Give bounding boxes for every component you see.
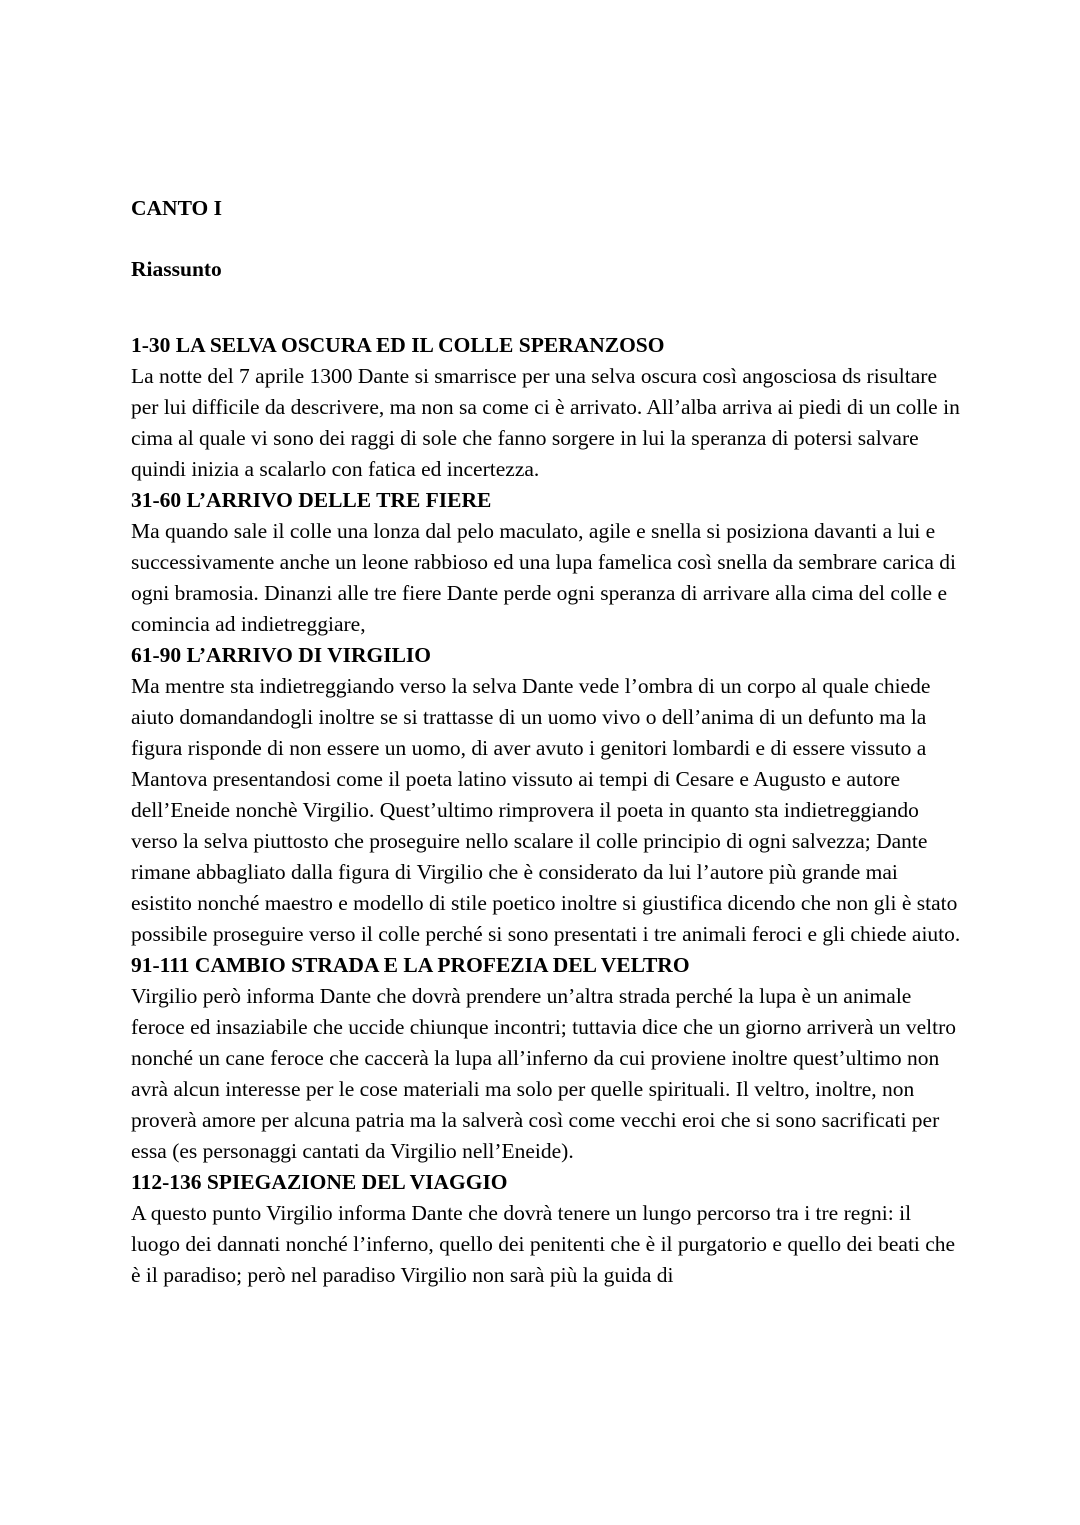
section-1-30 bbox=[131, 330, 961, 485]
summary-label: Riassunto bbox=[131, 257, 222, 281]
section-body: Ma mentre sta indietreggiando verso la selva Dante vede l’ombra di un corpo al quale chiede aiuto domandandogli inoltre se si trattasse di un uomo vivo o dell’anima di un defunto ma la figura risponde di non essere un uomo, di aver avuto i genitori lombardi e di essere vissuto a Mantova presentandosi come il poeta latino vissuto ai tempi di Cesare e Augusto e autore dell’Eneide nonchè Virgilio. Quest’ultimo rimprovera il poeta in quanto sta indietreggiando verso la selva piuttosto che proseguire nello scalare il colle principio di ogni salvezza; Dante rimane abbagliato dalla figura di Virgilio che è considerato da lui l’autore più grande mai esistito nonché maestro e modello di stile poetico inoltre si giustifica dicendo che non gli è stato possibile proseguire verso il colle perché si sono presentati i tre animali feroci e gli chiede aiuto. bbox=[131, 674, 961, 946]
section-heading: 112-136 SPIEGAZIONE DEL VIAGGIO bbox=[131, 1170, 508, 1194]
canto-title: CANTO I bbox=[131, 196, 222, 220]
document-content bbox=[131, 193, 961, 1291]
section-91-111 bbox=[131, 950, 961, 1167]
section-61-90 bbox=[131, 640, 961, 950]
section-body: Ma quando sale il colle una lonza dal pelo maculato, agile e snella si posiziona davanti a lui e successivamente anche un leone rabbioso ed una lupa famelica così snella da sembrare carica di ogni bramosia. Dinanzi alle tre fiere Dante perde ogni speranza di arrivare alla cima del colle e comincia ad indietreggiare, bbox=[131, 519, 956, 636]
section-heading: 61-90 L’ARRIVO DI VIRGILIO bbox=[131, 643, 432, 667]
section-31-60 bbox=[131, 485, 961, 640]
section-112-136 bbox=[131, 1167, 961, 1291]
section-body: La notte del 7 aprile 1300 Dante si smarrisce per una selva oscura così angosciosa ds risultare per lui difficile da descrivere, ma non sa come ci è arrivato. All’alba arriva ai piedi di un colle in cima al quale vi sono dei raggi di sole che fanno sorgere in lui la speranza di potersi salvare quindi inizia a scalarlo con fatica ed incertezza. bbox=[131, 364, 960, 481]
section-body: Virgilio però informa Dante che dovrà prendere un’altra strada perché la lupa è un animale feroce ed insaziabile che uccide chiunque incontri; tuttavia dice che un giorno arriverà un veltro nonché un cane feroce che caccerà la lupa all’inferno da cui proviene inoltre quest’ultimo non avrà alcun interesse per le cose materiali ma solo per quelle spirituali. Il veltro, inoltre, non proverà amore per alcuna patria ma la salverà così come vecchi eroi che si sono sacrificati per essa (es personaggi cantati da Virgilio nell’Eneide). bbox=[131, 984, 956, 1163]
section-heading: 31-60 L’ARRIVO DELLE TRE FIERE bbox=[131, 488, 492, 512]
section-heading: 91-111 CAMBIO STRADA E LA PROFEZIA DEL VELTRO bbox=[131, 953, 690, 977]
section-heading: 1-30 LA SELVA OSCURA ED IL COLLE SPERANZOSO bbox=[131, 333, 665, 357]
section-body: A questo punto Virgilio informa Dante che dovrà tenere un lungo percorso tra i tre regni: il luogo dei dannati nonché l’inferno, quello dei penitenti che è il purgatorio e quello dei beati che è il paradiso; però nel paradiso Virgilio non sarà più la guida di bbox=[131, 1201, 956, 1287]
sections-list bbox=[131, 330, 961, 1291]
